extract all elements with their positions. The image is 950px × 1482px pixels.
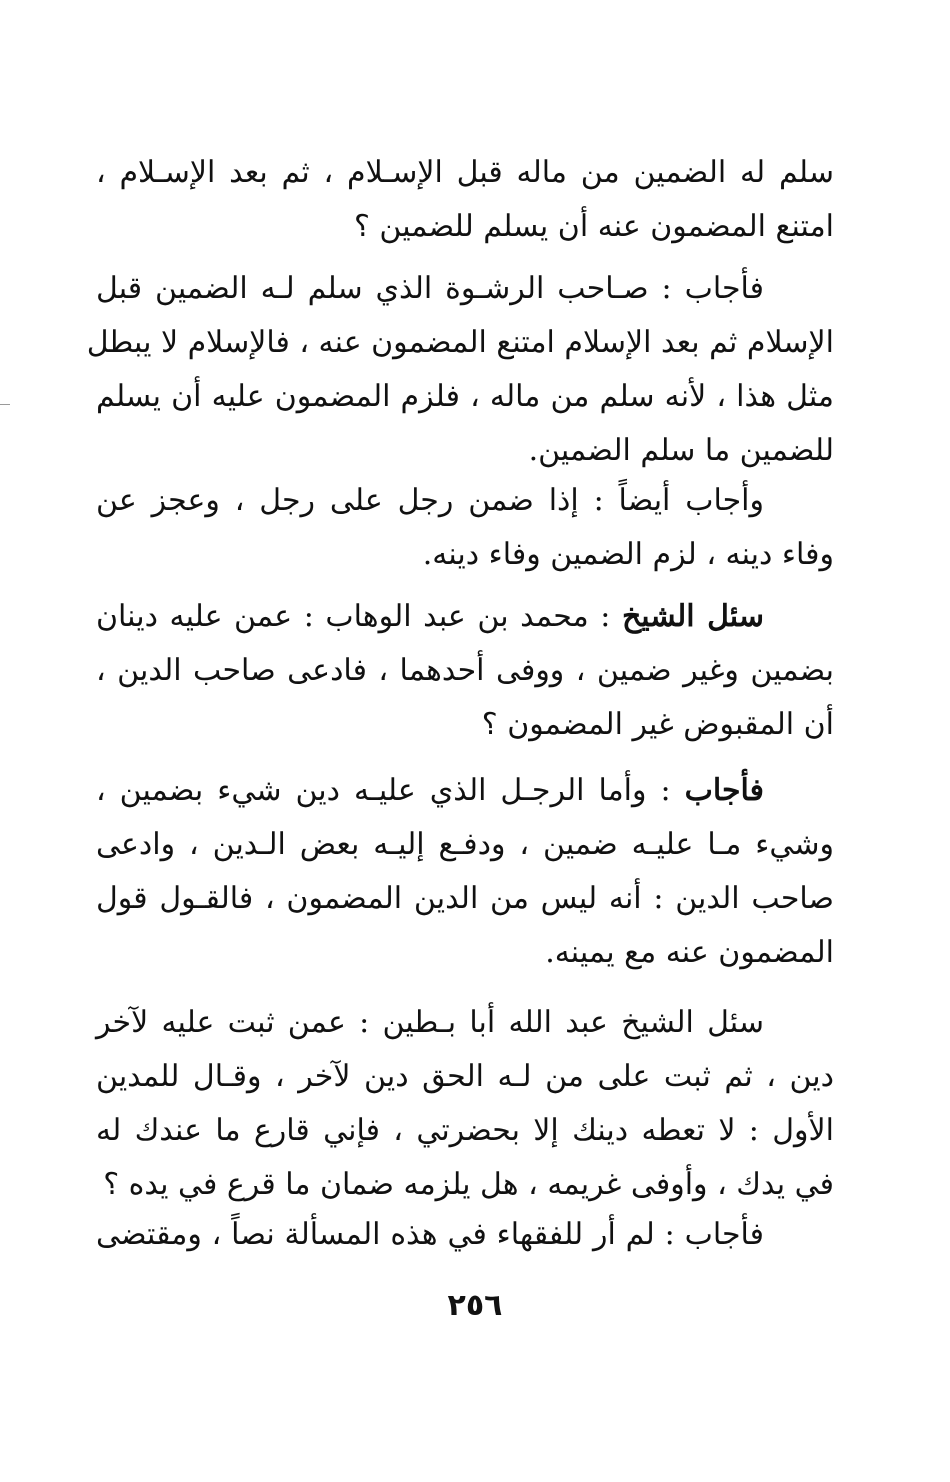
paragraph-line: صاحب الدين : أنه ليس من الدين المضمون ، فالقـول قول: [96, 881, 834, 916]
paragraph-line: الأول : لا تعطه دينك إلا بحضرتي ، فإني قارع ما عندك له: [96, 1113, 834, 1148]
paragraph-5: [96, 764, 834, 980]
paragraph-line: سئل الشيخ عبد الله أبا بـطين : عمن ثبت عليه لآخر: [96, 1005, 764, 1040]
paragraph-line: في يدك ، وأوفى غريمه ، هل يلزمه ضمان ما قرع في يده ؟: [103, 1167, 834, 1202]
paragraph-7: [96, 1208, 834, 1262]
lead-continuation: : محمد بن عبد الوهاب : عمن عليه دينان: [96, 599, 622, 634]
paragraph-line-with-lead: [96, 764, 834, 818]
paragraph-line: للضمين ما سلم الضمين.: [528, 433, 834, 468]
lead-continuation: : وأما الرجـل الذي عليـه دين شيء بضمين ،: [96, 773, 685, 808]
paragraph-1: [96, 146, 834, 254]
paragraph-line: فأجاب : لم أر للفقهاء في هذه المسألة نصاً ، ومقتضى: [96, 1217, 764, 1252]
paragraph-3: [96, 474, 834, 582]
paragraph-line-with-lead: [96, 590, 834, 644]
paragraph-line: امتنع المضمون عنه أن يسلم للضمين ؟: [353, 209, 834, 244]
page-number: ٢٥٦: [447, 1288, 503, 1323]
paragraph-4: [96, 590, 834, 752]
paragraph-line: وأجاب أيضاً : إذا ضمن رجل على رجل ، وعجز عن: [96, 483, 764, 518]
paragraph-line: مثل هذا ، لأنه سلم من ماله ، فلزم المضمون عليه أن يسلم: [96, 379, 834, 414]
paragraph-line: وشيء مـا عليـه ضمين ، ودفـع إليـه بعض الـدين ، وادعى: [96, 827, 834, 862]
paragraph-line: بضمين وغير ضمين ، ووفى أحدهما ، فادعى صاحب الدين ،: [96, 653, 834, 688]
lead-bold-text: فأجاب: [684, 773, 764, 808]
paragraph-line: المضمون عنه مع يمينه.: [545, 935, 834, 970]
paragraph-2: [86, 262, 834, 478]
paragraph-line: الإسلام ثم بعد الإسلام امتنع المضمون عنه ، فالإسلام لا يبطل: [86, 325, 834, 360]
paragraph-6: [96, 996, 834, 1212]
paragraph-line: فأجاب : صـاحب الرشـوة الذي سلم لـه الضمين قبل: [96, 271, 764, 306]
paragraph-line: سلم له الضمين من ماله قبل الإسـلام ، ثم بعد الإسـلام ،: [96, 155, 834, 190]
paragraph-line: أن المقبوض غير المضمون ؟: [481, 707, 834, 742]
margin-mark: [0, 404, 10, 405]
paragraph-line: وفاء دينه ، لزم الضمين وفاء دينه.: [422, 537, 834, 572]
lead-bold-text: سئل الشيخ: [621, 599, 764, 634]
paragraph-line: دين ، ثم ثبت على من لـه الحق دين لآخر ، وقـال للمدين: [96, 1059, 834, 1094]
